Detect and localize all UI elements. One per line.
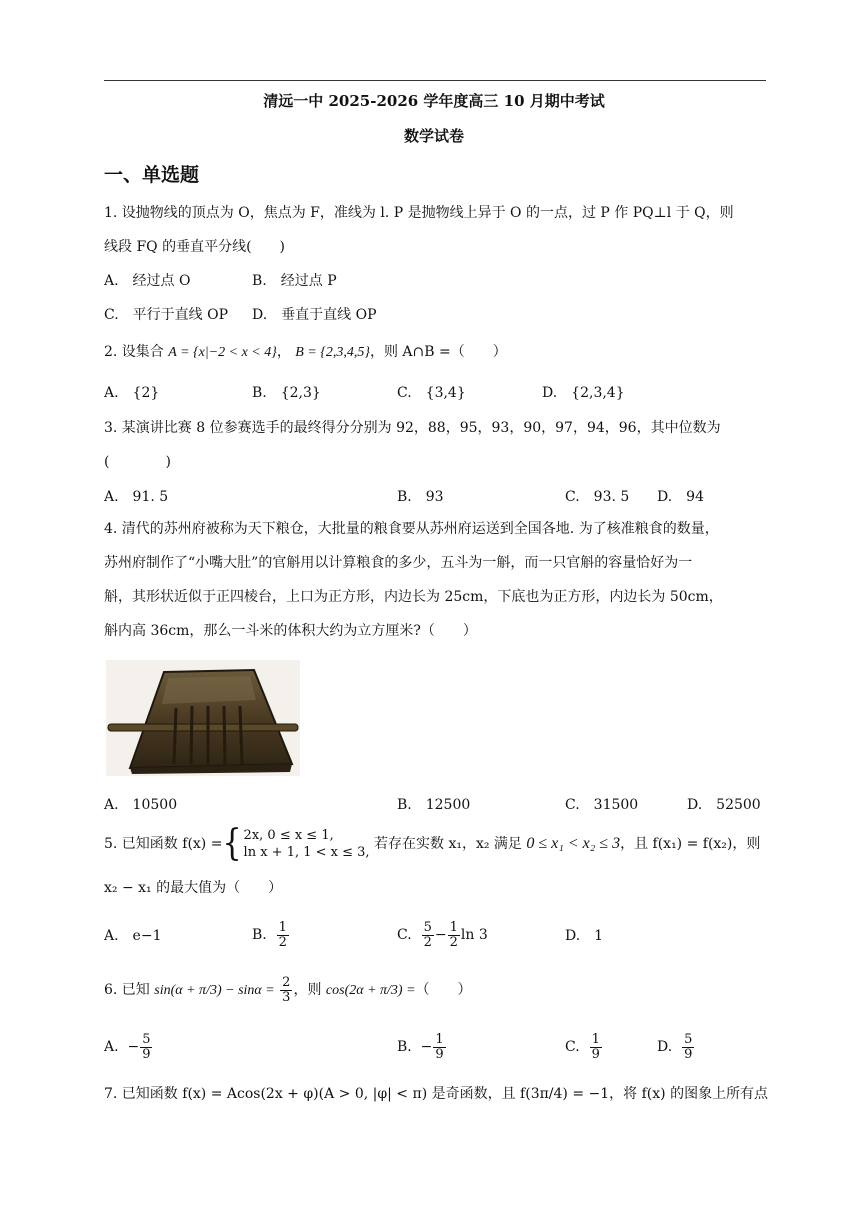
- exam-subtitle: 数学试卷: [403, 127, 464, 145]
- q3-option-b: B. 93: [397, 489, 444, 505]
- q3-stem-line1: 3. 某演讲比赛 8 位参赛选手的最终得分分别为 92，88，95，93，90，97，94，96，其中位数为: [104, 420, 721, 436]
- q5-case1: 2x, 0 ≤ x ≤ 1,: [243, 828, 334, 843]
- header-rule: [104, 80, 766, 81]
- exam-title: 清远一中 2025-2026 学年度高三 10 月期中考试: [263, 92, 605, 110]
- q5-mid: 若存在实数 x₁，x₂ 满足: [374, 836, 522, 852]
- q5-option-b: B. $\frac{1}{2}$: [252, 919, 287, 950]
- q3-option-a: A. 91. 5: [104, 489, 169, 505]
- q2-option-c: C. {3,4}: [397, 385, 466, 401]
- q3-stem-line2: ( ): [104, 454, 171, 470]
- q6-option-b: B. − $\frac{1}{9}$: [397, 1031, 444, 1062]
- q1-option-a: A. 经过点 O: [104, 273, 191, 289]
- q6-option-c: C. $\frac{1}{9}$: [565, 1031, 600, 1062]
- q2-prefix: 2. 设集合: [104, 344, 164, 360]
- q4-stem-line3: 斛，其形状近似于正四棱台，上口为正方形，内边长为 25cm，下底也为正方形，内边长为 50cm，: [104, 589, 723, 605]
- q6-option-d: D. $\frac{5}{9}$: [657, 1031, 693, 1062]
- q2-option-a: A. {2}: [104, 385, 160, 401]
- q4-stem-line1: 4. 清代的苏州府被称为天下粮仓，大批量的粮食要从苏州府运送到全国各地. 为了核准粮食的数量，: [104, 521, 719, 537]
- q1-stem-line2: 线段 FQ 的垂直平分线( ): [104, 239, 286, 255]
- q1-option-b: B. 经过点 P: [252, 273, 337, 289]
- q6-option-a: A. − $\frac{5}{9}$: [104, 1031, 151, 1062]
- q5-option-c: C. $\frac{5}{2}$ − $\frac{1}{2}$ ln 3: [397, 919, 488, 950]
- q6-expr1: sin(α + π/3) − sinα =: [154, 983, 275, 998]
- q5-suffix: ，且 f(x₁) = f(x₂)，则: [620, 836, 761, 852]
- q4-option-c: C. 31500: [565, 797, 639, 813]
- q5-b-fraction: $\frac{1}{2}$: [278, 919, 287, 950]
- q4-option-b: B. 12500: [397, 797, 471, 813]
- q2-set-a: A = {x|−2 < x < 4}: [168, 345, 277, 360]
- guanhu-photo: [106, 660, 300, 776]
- q6-stem: 6. 已知 sin(α + π/3) − sinα = $\frac{2}{3}$ ，则 cos(2α + π/3) =（ ）: [104, 974, 472, 1005]
- q4-stem-line4: 斛内高 36cm，那么一斗米的体积大约为立方厘米?（ ）: [104, 623, 477, 639]
- q1-option-c: C. 平行于直线 OP: [104, 307, 229, 323]
- q5-option-d: D. 1: [565, 928, 604, 944]
- q4-option-a: A. 10500: [104, 797, 178, 813]
- q7-stem-line1: 7. 已知函数 f(x) = Acos(2x + φ)(A > 0, |φ| < π) 是奇函数，且 f(3π/4) = −1，将 f(x) 的图象上所有点: [104, 1086, 769, 1102]
- section-heading: 一、单选题: [104, 164, 200, 186]
- q3-option-d: D. 94: [657, 489, 704, 505]
- q4-stem-line2: 苏州府制作了“小嘴大肚”的官斛用以计算粮食的多少，五斗为一斛，而一只官斛的容量恰好为一: [104, 555, 693, 571]
- q5-case2: ln x + 1, 1 < x ≤ 3,: [243, 845, 370, 860]
- q6-value-fraction: $\frac{2}{3}$: [282, 974, 291, 1005]
- q2-stem: [104, 342, 507, 363]
- q5-option-a: A. e−1: [104, 928, 162, 944]
- q5-stem-line1: [104, 822, 761, 865]
- q2-suffix: ，则 A∩B =（ ）: [369, 344, 507, 360]
- q2-option-b: B. {2,3}: [252, 385, 321, 401]
- q6-expr2: cos(2α + π/3) =: [325, 983, 416, 998]
- q1-option-d: D. 垂直于直线 OP: [252, 307, 377, 323]
- q1-stem-line1: 1. 设抛物线的顶点为 O，焦点为 F，准线为 l. P 是抛物线上异于 O 的一点，过 P 作 PQ⊥l 于 Q，则: [104, 205, 734, 221]
- q5-piecewise: [244, 827, 370, 861]
- q4-option-d: D. 52500: [687, 797, 761, 813]
- q2-option-d: D. {2,3,4}: [542, 385, 625, 401]
- q2-sep: ，: [276, 344, 291, 360]
- q2-set-b: B = {2,3,4,5}: [295, 345, 370, 360]
- q3-option-c: C. 93. 5: [565, 489, 630, 505]
- q5-stem-line2: x₂ − x₁ 的最大值为（ ）: [104, 880, 283, 896]
- q5-condition: 0 ≤ x₁ < x₂ ≤ 3: [526, 835, 621, 852]
- q5-brace: {: [222, 822, 242, 865]
- q5-prefix: 5. 已知函数 f(x) =: [104, 836, 223, 852]
